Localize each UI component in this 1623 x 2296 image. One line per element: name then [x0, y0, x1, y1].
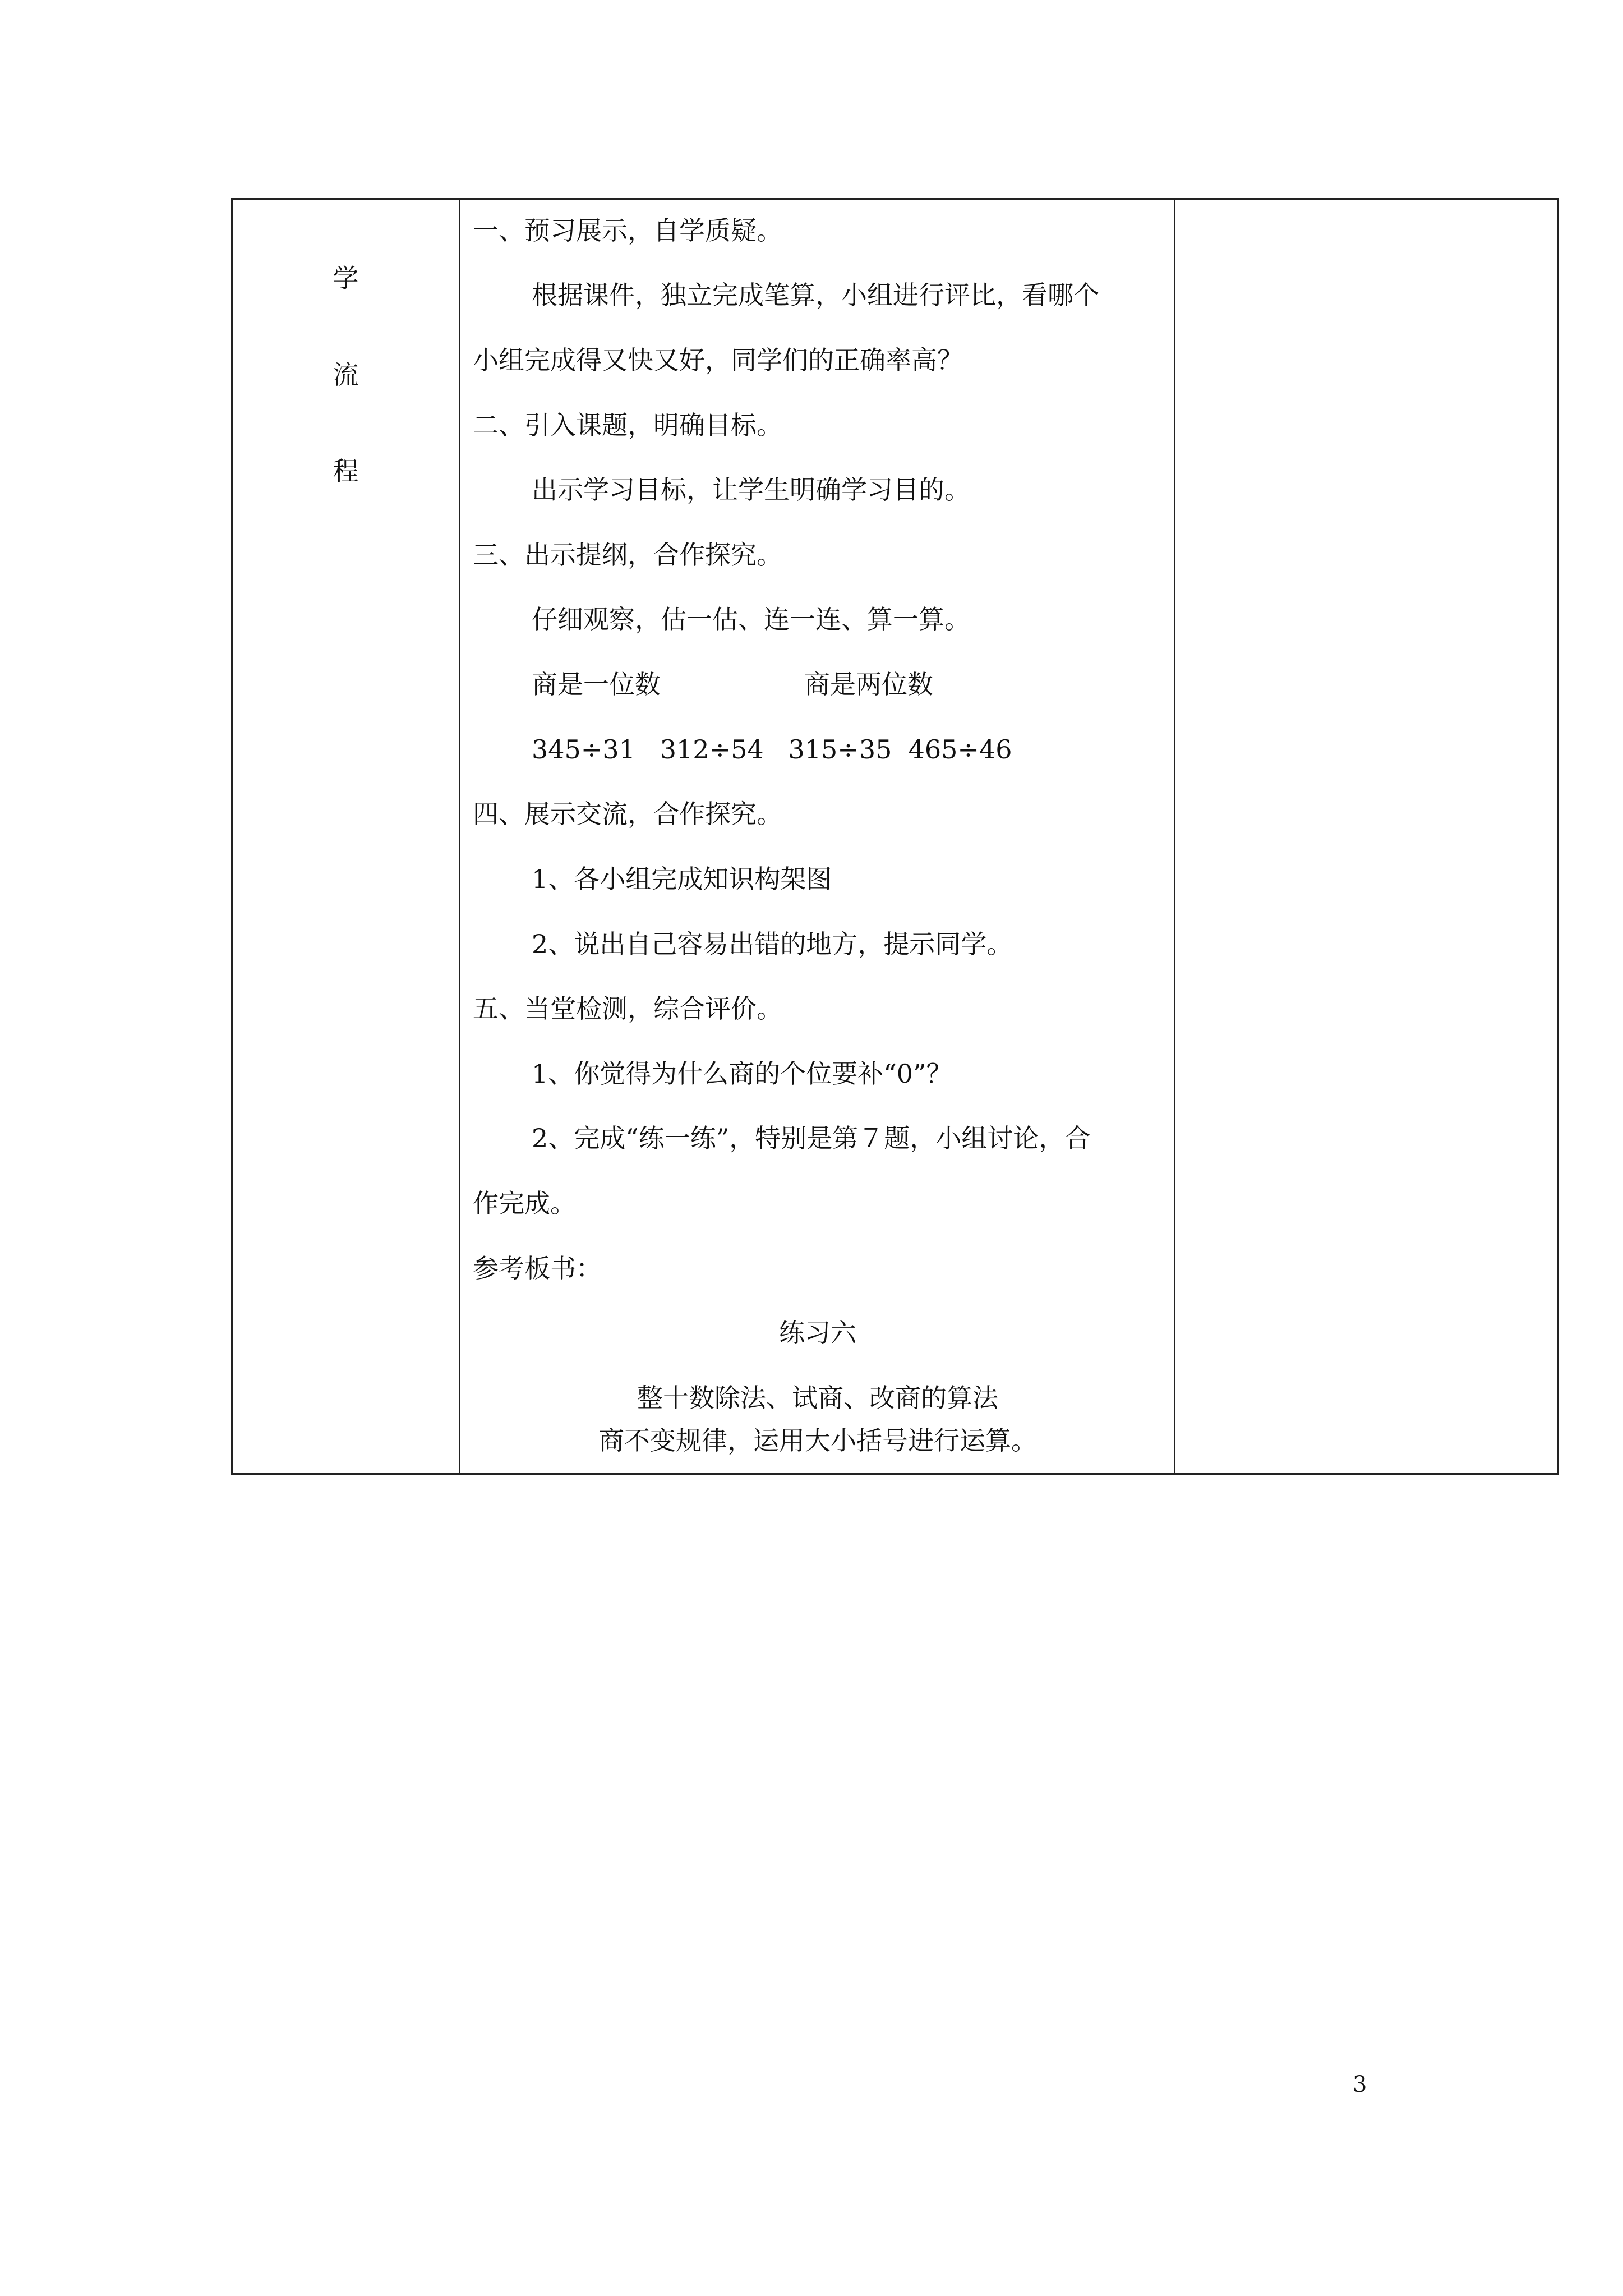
division-expressions: 345÷31 312÷54 315÷35 465÷46	[532, 734, 1012, 765]
list-item: 2、完成“练一练”，特别是第７题，小组讨论，合	[532, 1123, 1091, 1153]
section-heading: 五、当堂检测，综合评价。	[473, 993, 782, 1024]
paragraph-line: 出示学习目标，让学生明确学习目的。	[532, 475, 970, 505]
paragraph-line: 根据课件，独立完成笔算，小组进行评比，看哪个	[532, 280, 1099, 310]
list-item: 2、说出自己容易出错的地方，提示同学。	[532, 929, 1013, 959]
paragraph-line: 仔细观察，估一估、连一连、算一算。	[532, 604, 970, 634]
paragraph-line: 作完成。	[473, 1188, 576, 1218]
row-label-char: 学	[333, 263, 359, 293]
row-label-char: 流	[333, 360, 359, 390]
paragraph-line: 小组完成得又快又好，同学们的正确率高？	[473, 345, 963, 375]
section-heading: 四、展示交流，合作探究。	[473, 799, 782, 829]
page-number: 3	[1353, 2072, 1367, 2097]
lesson-table	[231, 198, 1559, 1475]
blackboard-line: 整十数除法、试商、改商的算法	[637, 1383, 998, 1413]
blackboard-title: 练习六	[779, 1318, 856, 1348]
column-divider	[1174, 200, 1175, 1473]
category-label: 商是一位数	[532, 669, 661, 700]
list-item: 1、你觉得为什么商的个位要补“0”？	[532, 1059, 952, 1089]
list-item: 1、各小组完成知识构架图	[532, 864, 832, 894]
section-heading: 一、预习展示，自学质疑。	[473, 215, 782, 246]
category-label: 商是两位数	[804, 669, 933, 700]
blackboard-heading: 参考板书：	[473, 1253, 602, 1283]
column-divider	[459, 200, 460, 1473]
row-label-char: 程	[333, 456, 359, 486]
blackboard-line: 商不变规律，运用大小括号进行运算。	[598, 1425, 1037, 1456]
section-heading: 三、出示提纲，合作探究。	[473, 540, 782, 570]
section-heading: 二、引入课题，明确目标。	[473, 410, 782, 440]
